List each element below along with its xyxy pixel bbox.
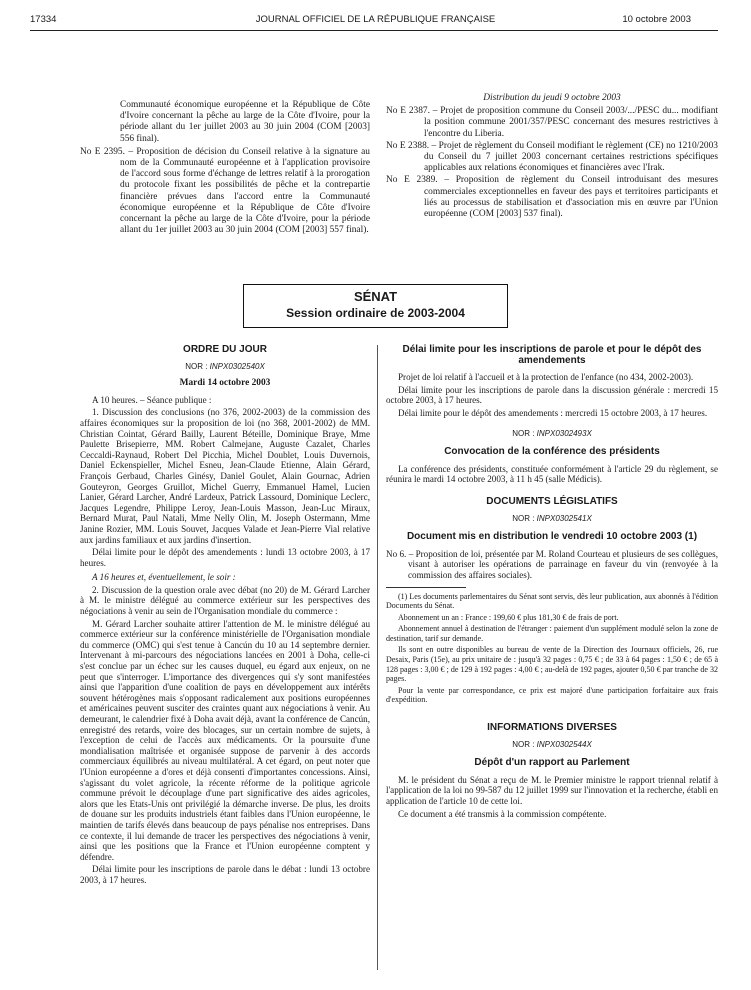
senat-title-box <box>243 284 508 328</box>
documents-heading: DOCUMENTS LÉGISLATIFS <box>486 495 618 507</box>
item-text: – Projet de proposition commune du Conseil 2003/.../PESC du... modifiant la position commune 2001/357/PESC concernant des mesures restrictives à l'encontre du Liberia. <box>424 106 719 139</box>
nor-code: INPX0302544X <box>536 739 592 749</box>
convocation-heading: Convocation de la conférence des présidents <box>444 446 660 458</box>
item-number: No 6. <box>386 548 407 559</box>
item-e2387 <box>386 106 718 140</box>
deadline-heading: Délai limite pour les inscriptions de parole et pour le dépôt des amendements <box>402 344 702 366</box>
issue-date: 10 octobre 2003 <box>622 14 691 25</box>
item-text: – Projet de règlement du Conseil modifiant le règlement (CE) no 1210/2003 du Conseil du 7 juillet 2003 concernant certaines restrictions spécifiques applicables aux relations économiques et financières avec l'Irak. <box>424 140 718 174</box>
session-1: A 10 heures. – Séance publique : <box>92 394 212 405</box>
item-text: – Proposition de loi, présentée par M. Roland Courteau et plusieurs de ses collègues, visant à autoriser les opérations de parrainage en faveur du vin (renvoyée à la commission des affaires sociales). <box>408 548 718 580</box>
deadline-speakers: Délai limite pour les inscriptions de parole dans la discussion générale : mercredi 15 octobre 2003, à 17 heures. <box>386 384 718 406</box>
report-transmission: Ce document a été transmis à la commission compétente. <box>398 808 607 819</box>
item-e2395 <box>80 147 370 237</box>
item-number: No E 2388. <box>386 140 430 151</box>
page-header <box>0 12 751 28</box>
senat-title: SÉNAT <box>353 289 398 304</box>
info-heading: INFORMATIONS DIVERSES <box>487 722 617 734</box>
nor-code: INPX0302493X <box>536 428 592 438</box>
nor-reference-3: NOR : INPX0302544X <box>512 739 592 749</box>
footnote-3: Abonnement annuel à destination de l'étranger : paiement d'un supplément modulé selon la zone de destination, tarif sur demande. <box>386 624 718 643</box>
nor-reference <box>80 362 370 373</box>
documents-subheading: Document mis en distribution le vendredi 10 octobre 2003 (1) <box>406 531 698 543</box>
nor-code: INPX0302541X <box>536 513 592 523</box>
journal-title: JOURNAL OFFICIEL DE LA RÉPUBLIQUE FRANÇAISE <box>255 14 496 25</box>
report-heading: Dépôt d'un rapport au Parlement <box>474 757 630 769</box>
convocation-text: La conférence des présidents, constituée conformément à l'article 29 du règlement, se réunira le mardi 14 octobre 2003, à 11 h 45 (salle Médicis). <box>386 463 718 485</box>
item-text: – Proposition de règlement du Conseil introduisant des mesures commerciales exceptionnelles en faveur des pays et territoires participants et liés au processus de stabilisation et d'association mis en œuvre par l'Union européenne (COM [2003] 537 final). <box>424 175 719 220</box>
deadline-bill: Projet de loi relatif à l'accueil et à la protection de l'enfance (no 434, 2002-2003). <box>398 372 694 383</box>
deadline-1: Délai limite pour le dépôt des amendements : lundi 13 octobre 2003, à 17 heures. <box>80 547 370 568</box>
left-column <box>80 345 370 888</box>
footnote-1: (1) Les documents parlementaires du Sénat sont servis, dès leur publication, aux abonnés à l'édition Documents du Sénat. <box>386 591 718 611</box>
page-number: 17334 <box>30 14 57 25</box>
nor-reference-1: NOR : INPX0302493X <box>512 428 592 438</box>
column-divider <box>377 345 378 970</box>
nor-reference-2: NOR : INPX0302541X <box>512 513 592 523</box>
distribution-heading: Distribution du jeudi 9 octobre 2003 <box>483 93 621 103</box>
document-item-6 <box>386 549 718 581</box>
item-number: No E 2387. <box>386 106 430 117</box>
deadline-2: Délai limite pour les inscriptions de parole dans le débat : lundi 13 octobre 2003, à 17 heures. <box>80 864 370 885</box>
agenda-item-1: 1. Discussion des conclusions (no 376, 2002-2003) de la commission des affaires économiques sur la proposition de loi (no 368, 2001-2002) de MM. Christian Cointat, Gérard Bailly, Laurent Béteille, Dominique Braye, Mme Paulette Brisepierre, MM. Robert Calmejane, Auguste Cazalet, Charles Ceccaldi-Raynaud, Robert Del Picchia, Michel Doublet, Louis Duvernois, Daniel Eckenspieller, Michel Esneu, Jean-Claude Etienne, Alain Gérard, François Gerbaud, Charles Ginésy, Daniel Goulet, Alain Gournac, Adrien Gouteyron, Georges Gruillot, Michel Guerry, Emmanuel Hamel, Lucien Lanier, Gérard Larcher, André Lardeux, Patrick Lassourd, Dominique Leclerc, Jacques Legendre, Philippe Leroy, Jean-Louis Masson, Jean-Luc Miraux, Bernard Murat, Paul Natali, Mme Nelly Olin, M. Joseph Ostermann, Mme Janine Rozier, MM. Louis Souvet, Jacques Valade et Jean-Pierre Vial relative aux jardins familiaux et aux jardins d'insertion. <box>80 407 370 545</box>
deadline-amendments: Délai limite pour le dépôt des amendements : mercredi 15 octobre 2003, à 17 heures. <box>398 407 708 418</box>
continuation-text: Communauté économique européenne et la République de Côte d'Ivoire concernant la pêche au large de la Côte d'Ivoire, pour la période allant du 1er juillet 2003 au 30 juin 2004 (COM [2003] 556 final). <box>120 100 370 144</box>
session-2: A 16 heures et, éventuellement, le soir : <box>92 572 236 583</box>
ordre-du-jour-heading: ORDRE DU JOUR <box>183 344 267 355</box>
item-number: No E 2395. <box>80 146 125 157</box>
item-e2388 <box>386 141 718 175</box>
report-text: M. le président du Sénat a reçu de M. le Premier ministre le rapport triennal relatif à l'application de la loi no 99-587 du 12 juillet 1999 sur l'innovation et la recherche, établi en application de l'article 10 de cette loi. <box>386 774 718 806</box>
session-subtitle: Session ordinaire de 2003-2004 <box>286 306 465 320</box>
header-rule <box>30 30 718 31</box>
right-column <box>386 345 718 821</box>
footnote-4: Ils sont en outre disponibles au bureau de vente de la Direction des Journaux officiels, 26, rue Desaix, Paris (15e), au prix unitaire de : jusqu'à 32 pages : 0,75 € ; de 33 à 64 pages : 1,50 € ; de 65 à 128 pages : 3,00 € ; de 129 à 192 pages : 4,00 € ; au-delà de 192 pages, ajouter 0,50 € par tranche de 32 pages. <box>386 645 718 684</box>
footnote-5: Pour la vente par correspondance, ce prix est majoré d'une participation forfaitaire aux frais d'expédition. <box>386 685 718 705</box>
agenda-item-2: 2. Discussion de la question orale avec débat (no 20) de M. Gérard Larcher à M. le ministre délégué au commerce extérieur sur les perspectives des négociations à venir au sein de l'Organisation mondiale du commerce : <box>80 584 370 617</box>
item-e2389 <box>386 175 718 220</box>
item-text: – Proposition de décision du Conseil relative à la signature au nom de la Communauté européenne et à l'application provisoire de l'accord sous forme d'échange de lettres relatif à la prorogation du protocole fixant les possibilités de pêche et la contrepartie financière prévues dans l'accord entre la Communauté économique européenne et la République de Côte d'Ivoire concernant la pêche au large de la Côte d'Ivoire, pour la période allant du 1er juillet 2003 au 30 juin 2004 (COM [2003] 557 final). <box>120 146 370 236</box>
item-number: No E 2389. <box>386 175 438 186</box>
top-right-column <box>386 93 718 221</box>
footnote-rule <box>386 587 466 588</box>
top-left-column <box>80 100 370 238</box>
question-body: M. Gérard Larcher souhaite attirer l'attention de M. le ministre délégué au commerce extérieur sur la conférence ministérielle de l'Organisation mondiale du commerce (OMC) qui s'est tenue à Cancún du 10 au 14 septembre dernier. Intervenant à mi-parcours des négociations lancées en 2001 à Doha, celle-ci s'est conclue par un échec sur les causes duquel, eu égard aux enjeux, on ne peut que s'interroger. L'importance des divergences qui s'y sont manifestées ainsi que l'apparition d'une coalition de pays en développement aux intérêts souvent hétérogènes mais s'opposant radicalement aux positions européennes et américaines peuvent susciter des craintes quant aux négociations à venir. Au demeurant, le calendrier fixé à Doha avait déjà, avant la conférence de Cancún, enregistré des retards, voire des blocages, sur un certain nombre de sujets, à l'exception de celui de l'accès aux médicaments. Or la poursuite d'une mondialisation maîtrisée et organisée suppose de parvenir à des accords commerciaux équilibrés au niveau multilatéral. A cet égard, on peut noter que l'Union européenne a d'ores et déjà consenti d'importantes concessions. Ainsi, s'agissant du volet agricole, la récente réforme de la politique agricole commune prévoit le découplage d'une part significative des aides agricoles, alors que les Etats-Unis ont privilégié la démarche inverse. De plus, les droits de douane sur les produits industriels étant faibles dans l'Union européenne, le maintien de tarifs élevés dans beaucoup de pays pénalise nos entreprises. Dans ce contexte, il lui demande de tracer les perspectives des négociations à venir, ainsi que les positions que la France et l'Union européenne comptent y défendre. <box>80 618 370 862</box>
nor-code: INPX0302540X <box>209 361 265 371</box>
footnote-2: Abonnement un an : France : 199,60 € plus 181,30 € de frais de port. <box>398 612 619 622</box>
session-date-heading: Mardi 14 octobre 2003 <box>179 378 271 389</box>
nor-label: NOR : <box>185 361 208 371</box>
